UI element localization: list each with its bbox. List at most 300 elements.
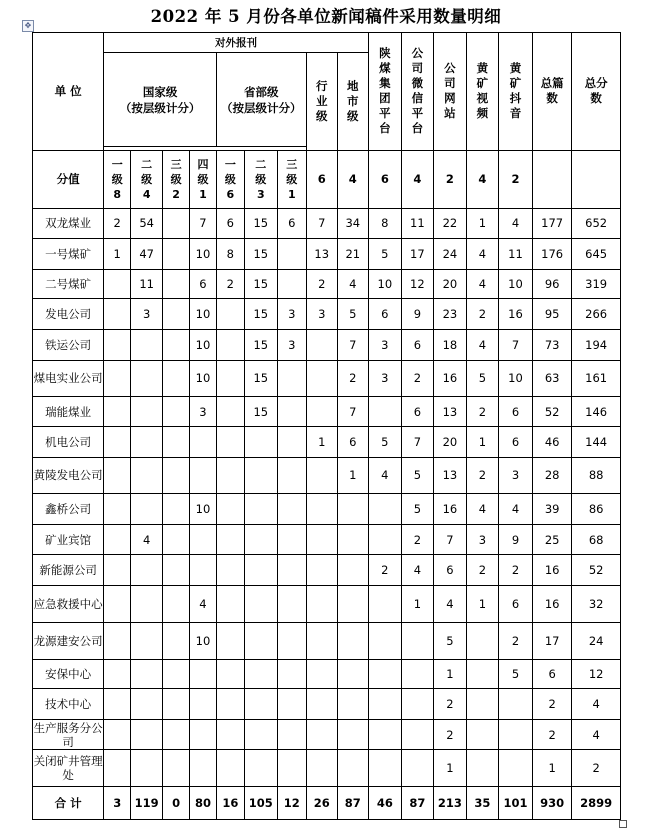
total-cell: 930	[533, 787, 572, 820]
table-cell: 10	[190, 360, 217, 397]
table-cell	[337, 719, 368, 750]
provincial-level-2	[244, 150, 277, 208]
level-score: 1	[287, 187, 296, 201]
table-cell	[306, 555, 337, 586]
table-cell: 8	[216, 239, 244, 270]
unit-name: 铁运公司	[33, 329, 104, 360]
total-cell: 3	[104, 787, 131, 820]
table-cell: 3	[306, 299, 337, 330]
table-cell: 1	[433, 750, 466, 787]
table-cell	[306, 689, 337, 720]
table-cell: 6	[277, 208, 306, 239]
table-cell	[104, 586, 131, 623]
table-cell: 15	[244, 329, 277, 360]
table-cell	[163, 457, 190, 494]
table-cell: 2	[337, 360, 368, 397]
table-cell	[163, 555, 190, 586]
table-cell: 4	[190, 586, 217, 623]
table-cell: 15	[244, 397, 277, 427]
table-cell: 1	[306, 426, 337, 457]
unit-name: 鑫桥公司	[33, 494, 104, 525]
table-cell	[190, 659, 217, 689]
city-level-header: 地市级	[337, 53, 368, 151]
table-cell	[401, 622, 433, 659]
table-cell	[306, 750, 337, 787]
total-label: 合 计	[33, 787, 104, 820]
table-cell: 144	[572, 426, 621, 457]
table-cell: 6	[401, 397, 433, 427]
table-cell: 25	[533, 524, 572, 555]
document-title: 2022 年 5 月份各单位新闻稿件采用数量明细	[150, 7, 502, 26]
table-cell: 47	[131, 239, 163, 270]
table-cell	[163, 494, 190, 525]
table-cell	[277, 269, 306, 299]
table-cell	[277, 524, 306, 555]
video-score: 4	[466, 150, 498, 208]
unit-name: 一号煤矿	[33, 239, 104, 270]
total-score-header: 总分数	[572, 33, 621, 151]
table-cell: 6	[368, 299, 401, 330]
table-cell	[277, 586, 306, 623]
total-cell: 16	[216, 787, 244, 820]
douyin-header: 黄矿抖音	[498, 33, 532, 151]
table-cell: 6	[498, 586, 532, 623]
table-cell: 17	[533, 622, 572, 659]
table-cell: 68	[572, 524, 621, 555]
table-cell	[131, 329, 163, 360]
table-cell: 95	[533, 299, 572, 330]
unit-name: 新能源公司	[33, 555, 104, 586]
table-cell: 2	[401, 524, 433, 555]
table-cell	[244, 689, 277, 720]
table-row	[33, 426, 621, 457]
table-cell: 6	[533, 659, 572, 689]
table-cell	[337, 524, 368, 555]
level-name: 四级	[197, 157, 209, 186]
table-cell: 5	[433, 622, 466, 659]
table-cell	[131, 555, 163, 586]
level-score: 8	[113, 187, 122, 201]
table-cell	[190, 524, 217, 555]
table-cell: 3	[277, 329, 306, 360]
table-cell	[104, 360, 131, 397]
table-cell	[104, 622, 131, 659]
shaanmei-score: 6	[368, 150, 401, 208]
table-cell	[216, 329, 244, 360]
table-cell: 6	[498, 426, 532, 457]
table-cell	[163, 329, 190, 360]
table-cell: 2	[466, 457, 498, 494]
table-cell	[466, 719, 498, 750]
table-cell	[190, 457, 217, 494]
wechat-platform-header: 公司微信平台	[401, 33, 433, 151]
table-cell	[498, 719, 532, 750]
total-cell: 87	[337, 787, 368, 820]
table-cell	[306, 329, 337, 360]
table-cell: 12	[572, 659, 621, 689]
table-cell	[306, 457, 337, 494]
table-cell: 8	[368, 208, 401, 239]
news-count-table	[32, 32, 621, 820]
table-cell: 11	[498, 239, 532, 270]
table-cell: 3	[466, 524, 498, 555]
table-cell	[244, 555, 277, 586]
provincial-sub: （按层级计分）	[221, 100, 302, 115]
table-cell: 6	[216, 208, 244, 239]
table-cell	[306, 494, 337, 525]
table-cell	[244, 457, 277, 494]
table-cell	[244, 719, 277, 750]
table-cell: 10	[498, 269, 532, 299]
unit-name: 应急救援中心	[33, 586, 104, 623]
table-cell: 4	[368, 457, 401, 494]
table-cell	[368, 524, 401, 555]
table-cell: 5	[368, 239, 401, 270]
level-score: 2	[172, 187, 180, 201]
table-cell: 6	[433, 555, 466, 586]
website-score: 2	[433, 150, 466, 208]
table-cell	[104, 689, 131, 720]
table-cell: 266	[572, 299, 621, 330]
table-cell	[277, 239, 306, 270]
table-cell: 3	[368, 329, 401, 360]
table-cell	[277, 659, 306, 689]
table-cell	[337, 689, 368, 720]
table-row	[33, 208, 621, 239]
table-cell: 2	[216, 269, 244, 299]
table-cell: 4	[433, 586, 466, 623]
table-cell: 10	[190, 299, 217, 330]
table-cell: 5	[401, 457, 433, 494]
table-cell	[306, 586, 337, 623]
table-cell: 2	[401, 360, 433, 397]
table-cell: 1	[466, 208, 498, 239]
unit-name: 机电公司	[33, 426, 104, 457]
table-cell	[337, 555, 368, 586]
table-cell: 7	[337, 397, 368, 427]
table-cell	[401, 719, 433, 750]
website-header: 公司网站	[433, 33, 466, 151]
table-cell: 1	[401, 586, 433, 623]
table-cell: 7	[498, 329, 532, 360]
table-cell: 39	[533, 494, 572, 525]
table-cell: 21	[337, 239, 368, 270]
table-cell: 22	[433, 208, 466, 239]
total-cell: 101	[498, 787, 532, 820]
table-cell: 7	[401, 426, 433, 457]
table-row	[33, 360, 621, 397]
table-cell	[163, 269, 190, 299]
table-cell: 4	[401, 555, 433, 586]
table-cell	[163, 239, 190, 270]
table-cell	[277, 555, 306, 586]
table-row	[33, 659, 621, 689]
table-cell	[163, 586, 190, 623]
unit-name: 矿业宾馆	[33, 524, 104, 555]
table-row	[33, 457, 621, 494]
table-row	[33, 329, 621, 360]
table-row	[33, 397, 621, 427]
table-cell: 7	[433, 524, 466, 555]
level-score: 4	[142, 187, 151, 201]
table-cell: 17	[401, 239, 433, 270]
table-cell: 2	[433, 719, 466, 750]
unit-name: 龙源建安公司	[33, 622, 104, 659]
table-cell	[368, 397, 401, 427]
table-cell: 16	[433, 360, 466, 397]
table-cell	[277, 494, 306, 525]
table-cell	[131, 494, 163, 525]
table-cell: 24	[433, 239, 466, 270]
provincial-level-header	[216, 53, 306, 147]
table-cell	[277, 426, 306, 457]
table-cell: 7	[337, 329, 368, 360]
national-sub: （按层级计分）	[119, 100, 201, 115]
table-cell	[337, 494, 368, 525]
table-cell: 54	[131, 208, 163, 239]
table-cell: 13	[433, 457, 466, 494]
table-cell	[368, 719, 401, 750]
table-cell: 7	[190, 208, 217, 239]
table-cell: 3	[277, 299, 306, 330]
table-cell	[216, 555, 244, 586]
table-cell	[498, 689, 532, 720]
unit-name: 发电公司	[33, 299, 104, 330]
table-cell: 3	[190, 397, 217, 427]
table-cell: 16	[533, 586, 572, 623]
table-cell	[163, 208, 190, 239]
unit-name: 二号煤矿	[33, 269, 104, 299]
table-cell	[104, 659, 131, 689]
table-cell	[190, 555, 217, 586]
table-cell	[216, 426, 244, 457]
table-row	[33, 239, 621, 270]
score-label: 分值	[33, 150, 104, 208]
table-cell	[131, 719, 163, 750]
table-cell: 13	[433, 397, 466, 427]
table-cell	[337, 750, 368, 787]
table-cell: 11	[131, 269, 163, 299]
table-cell: 2	[368, 555, 401, 586]
national-level-2	[131, 150, 163, 208]
table-cell: 5	[368, 426, 401, 457]
unit-name: 黄陵发电公司	[33, 457, 104, 494]
table-cell	[368, 659, 401, 689]
table-cell: 23	[433, 299, 466, 330]
table-cell	[131, 586, 163, 623]
table-cell	[337, 622, 368, 659]
level-name: 一级	[111, 157, 123, 186]
provincial-label: 省部级	[244, 84, 279, 99]
table-cell	[131, 397, 163, 427]
table-cell	[104, 719, 131, 750]
table-cell	[466, 750, 498, 787]
table-cell	[216, 397, 244, 427]
table-cell	[216, 750, 244, 787]
table-cell: 6	[337, 426, 368, 457]
table-cell	[337, 586, 368, 623]
douyin-score: 2	[498, 150, 532, 208]
table-cell: 1	[104, 239, 131, 270]
table-cell: 15	[244, 299, 277, 330]
table-cell	[244, 494, 277, 525]
level-score: 6	[226, 187, 235, 201]
table-cell	[368, 586, 401, 623]
table-cell	[244, 622, 277, 659]
table-cell: 16	[498, 299, 532, 330]
table-row	[33, 555, 621, 586]
table-cell: 5	[337, 299, 368, 330]
total-articles-score	[533, 150, 572, 208]
table-move-handle-icon[interactable]: ✥	[22, 20, 34, 32]
table-cell	[244, 524, 277, 555]
table-cell: 52	[572, 555, 621, 586]
table-cell: 20	[433, 426, 466, 457]
table-cell	[244, 659, 277, 689]
table-resize-handle-icon[interactable]	[619, 820, 627, 828]
table-cell	[104, 524, 131, 555]
table-cell: 10	[190, 622, 217, 659]
table-cell: 10	[498, 360, 532, 397]
table-cell	[401, 750, 433, 787]
unit-name: 安保中心	[33, 659, 104, 689]
table-cell: 73	[533, 329, 572, 360]
table-cell	[216, 524, 244, 555]
total-cell: 213	[433, 787, 466, 820]
table-cell	[277, 622, 306, 659]
table-cell	[131, 689, 163, 720]
table-cell: 4	[466, 494, 498, 525]
table-cell	[216, 622, 244, 659]
industry-score: 6	[306, 150, 337, 208]
table-cell	[104, 426, 131, 457]
table-row	[33, 750, 621, 787]
total-cell: 26	[306, 787, 337, 820]
table-cell	[104, 555, 131, 586]
table-cell	[306, 622, 337, 659]
table-cell	[216, 299, 244, 330]
table-cell	[216, 360, 244, 397]
table-cell	[466, 689, 498, 720]
table-cell	[190, 719, 217, 750]
table-cell: 34	[337, 208, 368, 239]
unit-name: 煤电实业公司	[33, 360, 104, 397]
table-cell: 10	[368, 269, 401, 299]
table-cell	[277, 689, 306, 720]
table-cell	[306, 397, 337, 427]
industry-level-header: 行业级	[306, 53, 337, 151]
table-cell: 4	[466, 239, 498, 270]
table-cell	[163, 524, 190, 555]
table-cell	[401, 659, 433, 689]
table-cell: 13	[306, 239, 337, 270]
table-cell	[131, 360, 163, 397]
total-articles-header: 总篇数	[533, 33, 572, 151]
table-cell: 3	[131, 299, 163, 330]
table-cell: 652	[572, 208, 621, 239]
table-cell	[216, 719, 244, 750]
external-press-header: 对外报刊	[104, 33, 369, 53]
table-cell	[306, 719, 337, 750]
national-level-4	[190, 150, 217, 208]
table-cell: 2	[466, 299, 498, 330]
video-header: 黄矿视频	[466, 33, 498, 151]
table-cell: 645	[572, 239, 621, 270]
level-name: 一级	[224, 157, 236, 186]
table-cell	[216, 457, 244, 494]
total-cell: 35	[466, 787, 498, 820]
table-cell: 194	[572, 329, 621, 360]
table-cell	[131, 659, 163, 689]
table-row	[33, 689, 621, 720]
table-cell: 86	[572, 494, 621, 525]
table-cell	[104, 750, 131, 787]
national-level-header	[104, 53, 217, 147]
table-cell: 9	[498, 524, 532, 555]
table-cell: 2	[466, 555, 498, 586]
table-cell: 15	[244, 239, 277, 270]
table-cell: 46	[533, 426, 572, 457]
national-level-3	[163, 150, 190, 208]
total-row	[33, 787, 621, 820]
table-cell: 4	[572, 719, 621, 750]
table-cell: 2	[498, 622, 532, 659]
table-cell	[104, 329, 131, 360]
table-cell	[277, 719, 306, 750]
table-cell	[104, 397, 131, 427]
national-level-1	[104, 150, 131, 208]
level-name: 三级	[286, 157, 298, 186]
total-score-score	[572, 150, 621, 208]
table-cell	[244, 426, 277, 457]
table-cell: 5	[401, 494, 433, 525]
table-cell	[277, 750, 306, 787]
table-cell: 18	[433, 329, 466, 360]
table-cell	[163, 689, 190, 720]
city-score: 4	[337, 150, 368, 208]
table-cell: 319	[572, 269, 621, 299]
table-cell	[190, 750, 217, 787]
table-cell: 11	[401, 208, 433, 239]
table-cell: 1	[337, 457, 368, 494]
table-cell: 6	[401, 329, 433, 360]
table-cell	[216, 689, 244, 720]
unit-name: 关闭矿井管理处	[33, 750, 104, 787]
level-score: 1	[199, 187, 207, 201]
table-cell: 96	[533, 269, 572, 299]
provincial-level-3	[277, 150, 306, 208]
table-cell: 10	[190, 329, 217, 360]
unit-name: 瑞能煤业	[33, 397, 104, 427]
table-cell: 4	[572, 689, 621, 720]
table-row	[33, 494, 621, 525]
table-cell	[216, 586, 244, 623]
table-cell: 52	[533, 397, 572, 427]
provincial-level-1	[216, 150, 244, 208]
table-cell: 10	[190, 494, 217, 525]
unit-header: 单 位	[33, 33, 104, 151]
table-cell: 1	[466, 426, 498, 457]
table-cell: 15	[244, 360, 277, 397]
table-cell: 177	[533, 208, 572, 239]
table-cell	[466, 622, 498, 659]
table-cell	[306, 524, 337, 555]
table-cell	[498, 750, 532, 787]
table-cell	[163, 659, 190, 689]
table-cell	[104, 457, 131, 494]
total-cell: 0	[163, 787, 190, 820]
table-cell	[190, 689, 217, 720]
